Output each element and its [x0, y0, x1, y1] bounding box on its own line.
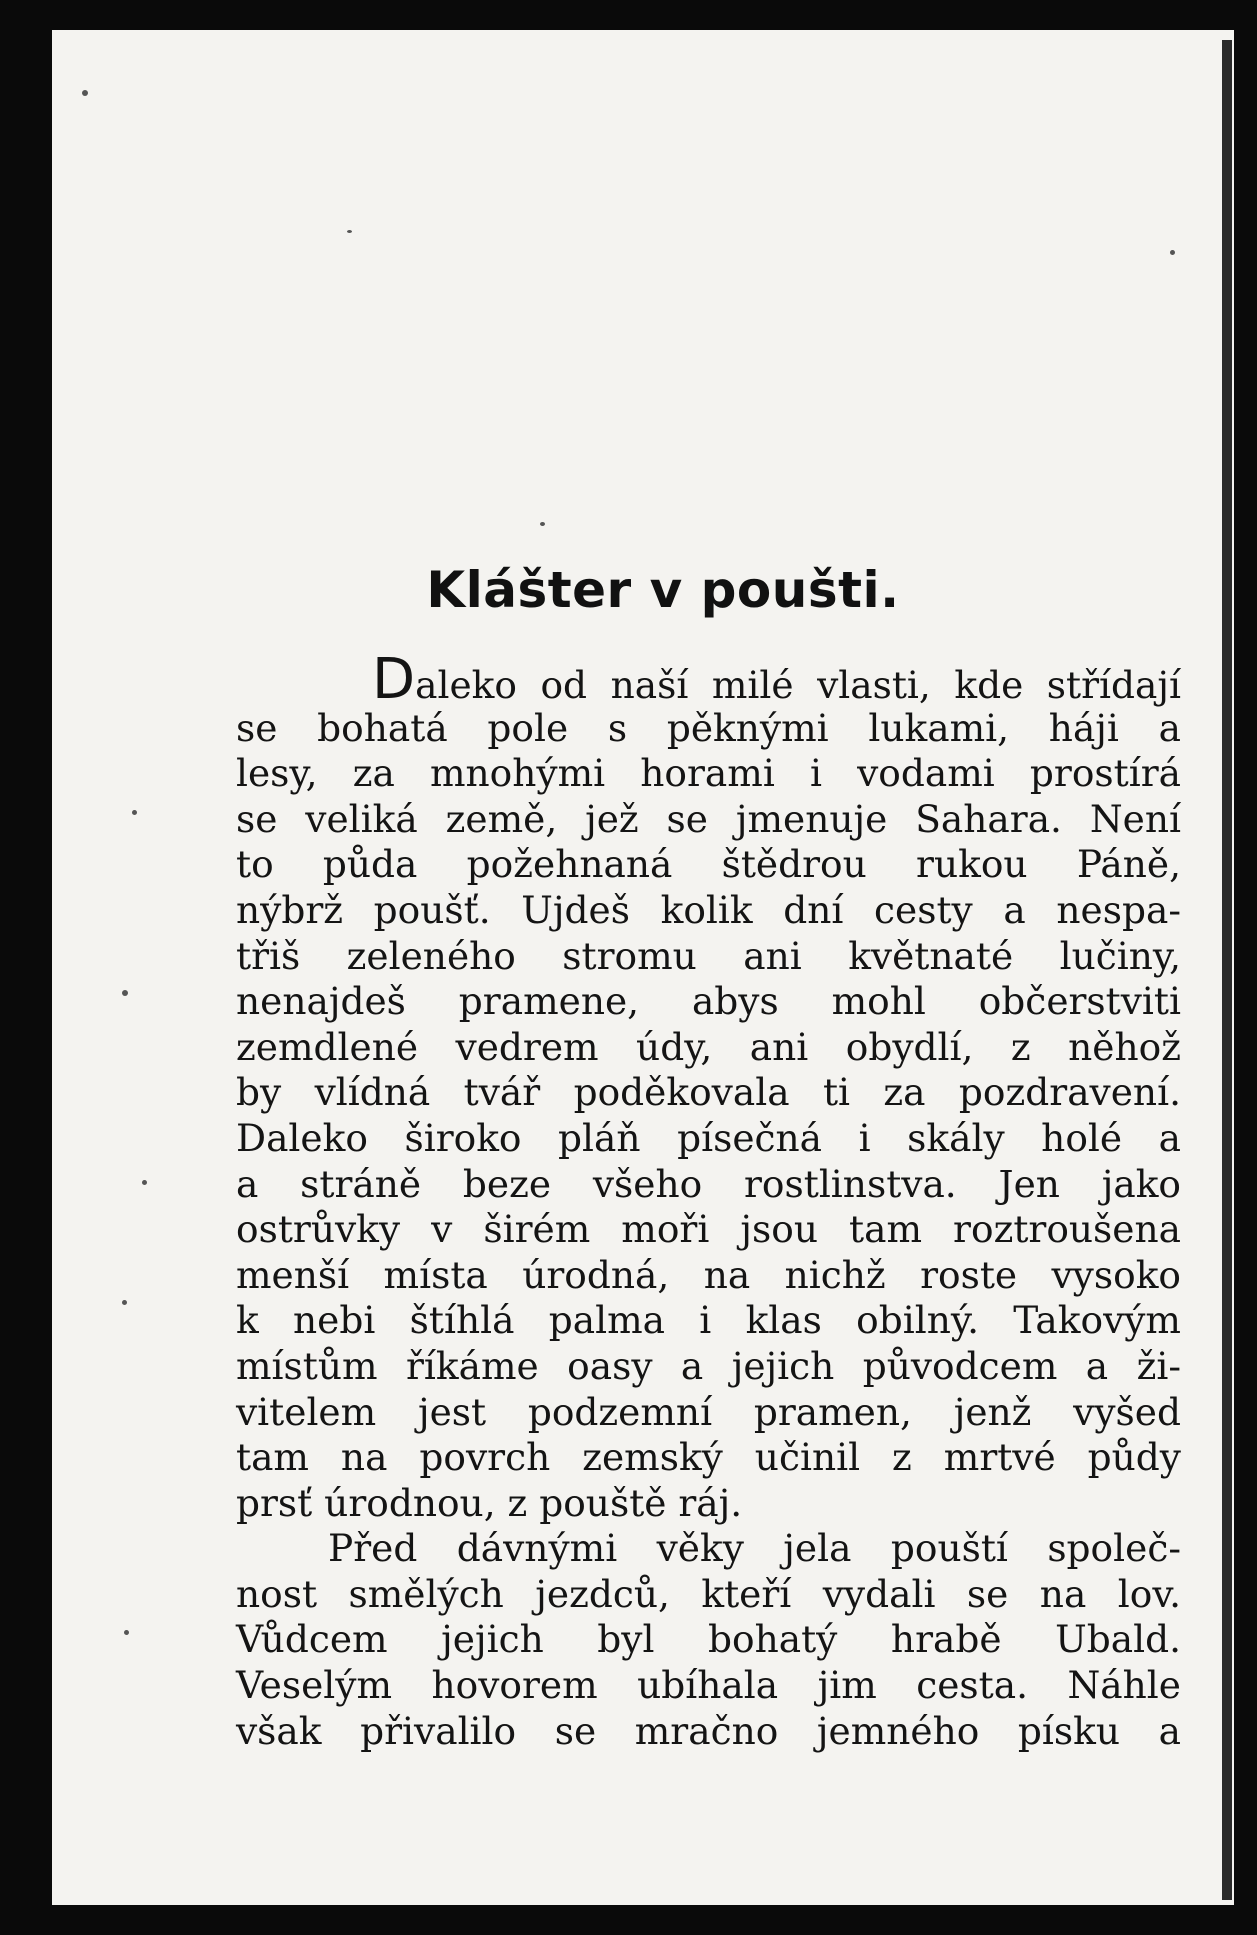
text-line: Vůdcem jejich byl bohatý hrabě Ubald.	[236, 1617, 1181, 1662]
page-edge-shadow	[1222, 40, 1232, 1900]
drop-cap: D	[372, 647, 416, 712]
chapter-title: Klášter v poušti.	[426, 561, 900, 619]
text-line: Daleko široko pláň písečná i skály holé a	[236, 1115, 1181, 1160]
text-line: k nebi štíhlá palma i klas obilný. Takovým	[236, 1298, 1181, 1343]
text-line: třiš zeleného stromu ani květnaté lučiny,	[236, 933, 1181, 978]
text-line: nenajdeš pramene, abys mohl občerstviti	[236, 979, 1181, 1024]
text-line: ostrůvky v širém moři jsou tam roztroušena	[236, 1207, 1181, 1252]
text-line: Veselým hovorem ubíhala jim cesta. Náhle	[236, 1663, 1181, 1708]
text-line: to půda požehnaná štědrou rukou Páně,	[236, 842, 1181, 887]
dust-speck	[82, 90, 88, 96]
dust-speck	[122, 990, 128, 996]
text-line: Před dávnými věky jela pouští společ-	[328, 1526, 1181, 1571]
dust-speck	[132, 810, 137, 815]
text-line: by vlídná tvář poděkovala ti za pozdravení.	[236, 1070, 1181, 1115]
dust-speck	[142, 1180, 147, 1185]
text-line: a stráně beze všeho rostlinstva. Jen jako	[236, 1161, 1181, 1206]
text-line: tam na povrch zemský učinil z mrtvé půdy	[236, 1435, 1181, 1480]
text-line: lesy, za mnohými horami i vodami prostírá	[236, 751, 1181, 796]
dust-speck	[347, 230, 352, 233]
book-page	[52, 30, 1234, 1905]
text-line: zemdlené vedrem údy, ani obydlí, z něhož	[236, 1024, 1181, 1069]
text-line: však přivalilo se mračno jemného písku a	[236, 1708, 1181, 1753]
chapter-text	[236, 647, 1181, 1754]
text-line: prsť úrodnou, z pouště ráj.	[236, 1480, 743, 1525]
text-line: nost smělých jezdců, kteří vydali se na lov.	[236, 1571, 1181, 1616]
text-line: menší místa úrodná, na nichž roste vysoko	[236, 1252, 1181, 1297]
text-line: se veliká země, jež se jmenuje Sahara. Není	[236, 796, 1181, 841]
dust-speck	[1170, 250, 1175, 255]
text-line: se bohatá pole s pěknými lukami, háji a	[236, 705, 1181, 750]
dust-speck	[124, 1630, 129, 1635]
text-line: Daleko od naší milé vlasti, kde střídají	[372, 647, 1181, 712]
dust-speck	[122, 1300, 127, 1305]
dust-speck	[540, 522, 545, 526]
text-line: vitelem jest podzemní pramen, jenž vyšed	[236, 1389, 1181, 1434]
text-line: místům říkáme oasy a jejich původcem a ži-	[236, 1343, 1181, 1388]
text-line: nýbrž poušť. Ujdeš kolik dní cesty a nespa-	[236, 887, 1181, 932]
